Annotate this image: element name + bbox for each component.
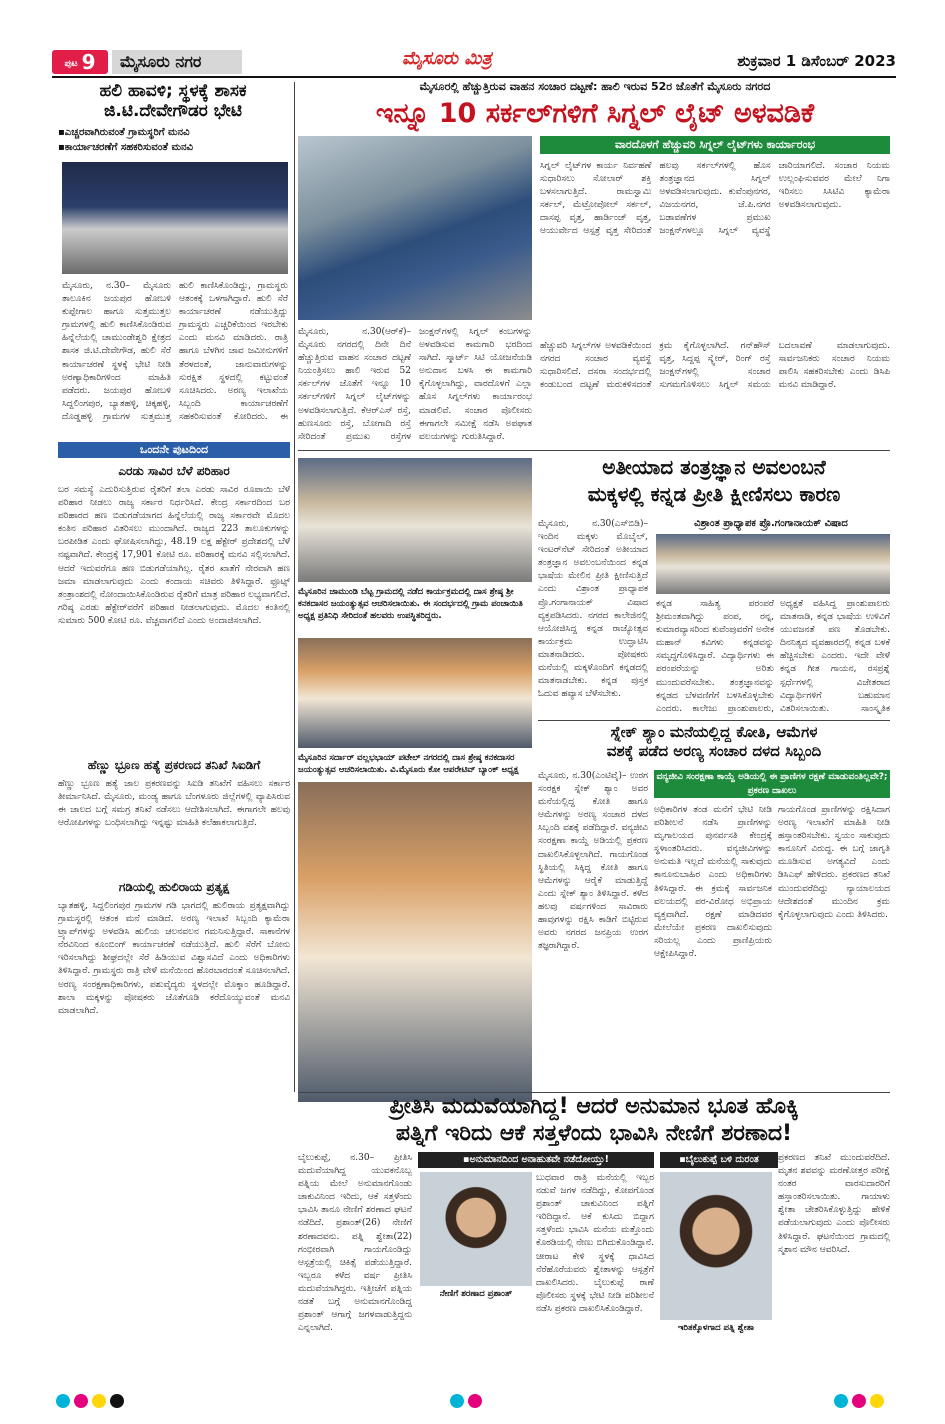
shwetha-photo	[660, 1172, 772, 1320]
registration-mark-yellow	[92, 1394, 106, 1408]
registration-mark-black	[110, 1394, 124, 1408]
prashanth-photo	[420, 1172, 532, 1286]
feticide-headline: ಹೆಣ್ಣು ಭ್ರೂಣ ಹತ್ಯೆ ಪ್ರಕರಣದ ತನಿಖೆ ಸಿಐಡಿಗೆ	[87, 758, 261, 772]
tiger-bullet-2: ▪ಕಾರ್ಯಾಚರಣೆಗೆ ಸಹಕರಿಸುವಂತೆ ಮನವಿ	[58, 142, 193, 154]
lead-body-d: ಹೆಚ್ಚುವರಿ ಸಿಗ್ನಲ್‌ಗಳ ಅಳವಡಿಕೆಯಿಂದ ನಗರದ ಸಂಚಾರ ವ್ಯವಸ್ಥೆ ಸುಧಾರಿಸಲಿದೆ. ದಸರಾ ಸಂದರ್ಭದಲ್ಲಿ ಕಂಡುಬಂದ ದಟ್ಟಣೆ ಮರುಕಳಿಸದಂತೆ ಕ್ರಮ ಕೈಗೊಳ್ಳಲಾಗಿದೆ. ಗನ್‌ಹೌಸ್ ವೃತ್ತ, ಸಿದ್ದಪ್ಪ ಸ್ಕ್ವೇರ್, ರಿಂಗ್ ರಸ್ತೆ ಜಂಕ್ಷನ್‌ಗಳಲ್ಲಿ ಸಂಚಾರ ಸುಗಮಗೊಳಿಸಲು ಸಿಗ್ನಲ್ ಸಮಯ ಬದಲಾವಣೆ ಮಾಡಲಾಗುವುದು. ಸಾರ್ವಜನಿಕರು ಸಂಚಾರ ನಿಯಮ ಪಾಲಿಸಿ ಸಹಕರಿಸಬೇಕು ಎಂದು ಡಿಸಿಪಿ ಮನವಿ ಮಾಡಿದ್ದಾರೆ.	[540, 341, 890, 391]
tech-body-c: ಅಧ್ಯಕ್ಷತೆ ವಹಿಸಿದ್ದ ಪ್ರಾಂಶುಪಾಲರು ಮಾತನಾಡಿ, ಕನ್ನಡ ಭಾಷೆಯ ಉಳಿವಿಗೆ ಯುವಜನತೆ ಪಣ ತೊಡಬೇಕು. ದಿನನಿತ್ಯದ ವ್ಯವಹಾರದಲ್ಲಿ ಕನ್ನಡ ಬಳಕೆ ಹೆಚ್ಚಿಸಬೇಕು ಎಂದರು. ಇದೇ ವೇಳೆ ಕನ್ನಡ ಗೀತ ಗಾಯನ, ರಸಪ್ರಶ್ನೆ ಸ್ಪರ್ಧೆಗಳಲ್ಲಿ ವಿಜೇತರಾದ ವಿದ್ಯಾರ್ಥಿಗಳಿಗೆ ಬಹುಮಾನ ವಿತರಿಸಲಾಯಿತು. ಸಾಂಸ್ಕೃತಿಕ	[780, 599, 890, 714]
masthead-rule	[52, 76, 896, 78]
snake-body-a: ಮೈಸೂರು, ನ.30(ಎಂಟಿವೈ)– ಉರಗ ಸಂರಕ್ಷಕ ಸ್ನೇಕ್ ಶ್ಯಾಂ ಅವರ ಮನೆಯಲ್ಲಿದ್ದ ಕೋತಿ ಹಾಗೂ ಆಮೆಗಳನ್ನು ಅರಣ್ಯ ಸಂಚಾರ ದಳದ ಸಿಬ್ಬಂದಿ ವಶಕ್ಕೆ ಪಡೆದಿದ್ದಾರೆ. ವನ್ಯಜೀವಿ ಸಂರಕ್ಷಣಾ ಕಾಯ್ದೆ ಅಡಿಯಲ್ಲಿ ಪ್ರಕರಣ ದಾಖಲಿಸಿಕೊಳ್ಳಲಾಗಿದೆ. ಗಾಯಗೊಂಡ ಸ್ಥಿತಿಯಲ್ಲಿ ಸಿಕ್ಕಿದ್ದ ಕೋತಿ ಹಾಗೂ ಆಮೆಗಳನ್ನು ಆರೈಕೆ ಮಾಡುತ್ತಿದ್ದೆ ಎಂದು ಸ್ನೇಕ್ ಶ್ಯಾಂ ತಿಳಿಸಿದ್ದಾರೆ. ಕಳೆದ ಹಲವು ವರ್ಷಗಳಿಂದ ಸಾವಿರಾರು ಹಾವುಗಳನ್ನು ರಕ್ಷಿಸಿ ಕಾಡಿಗೆ ಬಿಟ್ಟಿರುವ ಅವರು ನಗರದ ಜನಪ್ರಿಯ ಉರಗ ತಜ್ಞರಾಗಿದ್ದಾರೆ.	[538, 771, 648, 952]
registration-mark-cyan-3	[834, 1394, 848, 1408]
tech-headline-2: ಮಕ್ಕಳಲ್ಲಿ ಕನ್ನಡ ಪ್ರೀತಿ ಕ್ಷೀಣಿಸಲು ಕಾರಣ	[587, 482, 841, 506]
bottom-headline-1: ಪ್ರೀತಿಸಿ ಮದುವೆಯಾಗಿದ್ದ! ಆದರೆ ಅನುಮಾನ ಭೂತ ಹೊಕ್ಕಿ	[389, 1094, 799, 1119]
bottom-body-c: ಪ್ರಕರಣದ ತನಿಖೆ ಮುಂದುವರೆದಿದೆ. ಮೃತನ ಶವವನ್ನು ಮರಣೋತ್ತರ ಪರೀಕ್ಷೆ ನಂತರ ವಾರಸುದಾರರಿಗೆ ಹಸ್ತಾಂತರಿಸಲಾಯಿತು. ಗಾಯಾಳು ಶ್ವೇತಾ ಚೇತರಿಸಿಕೊಳ್ಳುತ್ತಿದ್ದು ಹೇಳಿಕೆ ಪಡೆಯಲಾಗುವುದು ಎಂದು ಪೊಲೀಸರು ತಿಳಿಸಿದ್ದಾರೆ. ಘಟನೆಯಿಂದ ಗ್ರಾಮದಲ್ಲಿ ಸ್ಮಶಾನ ಮೌನ ಆವರಿಸಿದೆ.	[778, 1153, 890, 1255]
tech-story-header	[538, 456, 890, 506]
event-photo-2	[298, 638, 532, 748]
feticide-body: ಹೆಣ್ಣು ಭ್ರೂಣ ಹತ್ಯೆ ಜಾಲ ಪ್ರಕರಣವನ್ನು ಸಿಐಡಿ ತನಿಖೆಗೆ ವಹಿಸಲು ಸರ್ಕಾರ ತೀರ್ಮಾನಿಸಿದೆ. ಮೈಸೂರು, ಮಂಡ್ಯ ಹಾಗೂ ಬೆಂಗಳೂರು ಜಿಲ್ಲೆಗಳಲ್ಲಿ ವ್ಯಾಪಿಸಿರುವ ಈ ಜಾಲದ ಬಗ್ಗೆ ಸಮಗ್ರ ತನಿಖೆ ನಡೆಸಲು ಆದೇಶಿಸಲಾಗಿದೆ. ಈಗಾಗಲೇ ಹಲವು ಆರೋಪಿಗಳನ್ನು ಬಂಧಿಸಲಾಗಿದ್ದು ಇನ್ನಷ್ಟು ಮಾಹಿತಿ ಕಲೆಹಾಕಲಾಗುತ್ತಿದೆ.	[58, 779, 290, 829]
lead-story-header	[300, 80, 890, 129]
tech-headline-1: ಅತೀಯಾದ ತಂತ್ರಜ್ಞಾನ ಅವಲಂಬನೆ	[602, 455, 826, 479]
registration-mark-magenta-3	[852, 1394, 866, 1408]
bottom-body-b: ಬುಧವಾರ ರಾತ್ರಿ ಮನೆಯಲ್ಲಿ ಇಬ್ಬರ ನಡುವೆ ಜಗಳ ನಡೆದಿದ್ದು, ಕೋಪಗೊಂಡ ಪ್ರಶಾಂತ್ ಚಾಕುವಿನಿಂದ ಪತ್ನಿಗೆ ಇರಿದಿದ್ದಾನೆ. ಆಕೆ ಕುಸಿದು ಬಿದ್ದಾಗ ಸತ್ತಳೆಂದು ಭಾವಿಸಿ ಮನೆಯ ಮತ್ತೊಂದು ಕೊಠಡಿಯಲ್ಲಿ ನೇಣು ಬಿಗಿದುಕೊಂಡಿದ್ದಾನೆ. ಚೀರಾಟ ಕೇಳಿ ಸ್ಥಳಕ್ಕೆ ಧಾವಿಸಿದ ನೆರೆಹೊರೆಯವರು ಶ್ವೇತಾಳನ್ನು ಆಸ್ಪತ್ರೆಗೆ ದಾಖಲಿಸಿದರು. ಬೈಲುಕುಪ್ಪೆ ಠಾಣೆ ಪೊಲೀಸರು ಸ್ಥಳಕ್ಕೆ ಭೇಟಿ ನೀಡಿ ಪರಿಶೀಲನೆ ನಡೆಸಿ ಪ್ರಕರಣ ದಾಖಲಿಸಿಕೊಂಡಿದ್ದಾರೆ.	[536, 1173, 654, 1314]
tech-body-b: ಕನ್ನಡ ಸಾಹಿತ್ಯ ಪರಂಪರೆ ಶ್ರೀಮಂತವಾಗಿದ್ದು ಪಂಪ, ರನ್ನ, ಕುಮಾರವ್ಯಾಸರಿಂದ ಕುವೆಂಪುವರೆಗೆ ಅನೇಕ ಮಹಾನ್ ಕವಿಗಳು ಕನ್ನಡವನ್ನು ಸಮೃದ್ಧಗೊಳಿಸಿದ್ದಾರೆ. ವಿದ್ಯಾರ್ಥಿಗಳು ಈ ಪರಂಪರೆಯನ್ನು ಅರಿತು ಮುಂದುವರೆಸಬೇಕು. ತಂತ್ರಜ್ಞಾನವನ್ನು ಕನ್ನಡದ ಬೆಳವಣಿಗೆಗೆ ಬಳಸಿಕೊಳ್ಳಬೇಕು ಎಂದರು. ಕಾಲೇಜು ಪ್ರಾಂಶುಪಾಲರು,	[656, 599, 774, 714]
bottom-tag-2: ▪ಬೈಲುಕುಪ್ಪೆ ಬಳಿ ದುರಂತ	[660, 1152, 778, 1168]
prashanth-caption: ನೇಣಿಗೆ ಶರಣಾದ ಪ್ರಶಾಂತ್	[439, 1289, 513, 1299]
registration-mark-cyan	[56, 1394, 70, 1408]
event-photo-3	[298, 782, 532, 1102]
tech-body-a: ಮೈಸೂರು, ನ.30(ಎಸ್‌ಬಿಡಿ)– ಇಂದಿನ ಮಕ್ಕಳು ಮೊಬೈಲ್, ಇಂಟರ್‌ನೆಟ್ ಸೇರಿದಂತೆ ಅತೀಯಾದ ತಂತ್ರಜ್ಞಾನ ಅವಲಂಬನೆಯಿಂದ ಕನ್ನಡ ಭಾಷೆಯ ಮೇಲಿನ ಪ್ರೀತಿ ಕ್ಷೀಣಿಸುತ್ತಿದೆ ಎಂದು ವಿಶ್ರಾಂತ ಪ್ರಾಧ್ಯಾಪಕ ಪ್ರೊ.ಗಂಗಾನಾಯಕ್ ವಿಷಾದ ವ್ಯಕ್ತಪಡಿಸಿದರು. ನಗರದ ಕಾಲೇಜಿನಲ್ಲಿ ಆಯೋಜಿಸಿದ್ದ ಕನ್ನಡ ರಾಜ್ಯೋತ್ಸವ ಕಾರ್ಯಕ್ರಮ ಉದ್ಘಾಟಿಸಿ ಮಾತನಾಡಿದರು. ಪೋಷಕರು ಮನೆಯಲ್ಲಿ ಮಕ್ಕಳೊಂದಿಗೆ ಕನ್ನಡದಲ್ಲಿ ಮಾತನಾಡಬೇಕು. ಕನ್ನಡ ಪುಸ್ತಕ ಓದುವ ಹವ್ಯಾಸ ಬೆಳೆಸಬೇಕು.	[538, 519, 648, 700]
page-number: 9	[81, 50, 96, 74]
column-divider-1	[294, 82, 295, 1092]
date-line: ಶುಕ್ರವಾರ 1 ಡಿಸೆಂಬರ್ 2023	[737, 52, 896, 70]
event-photo-1	[298, 458, 532, 582]
shwetha-caption: ಇರಿತಕ್ಕೊಳಗಾದ ಪತ್ನಿ ಶ್ವೇತಾ	[677, 1323, 755, 1333]
tiger-body: ಮೈಸೂರು, ನ.30– ಮೈಸೂರು ತಾಲೂಕಿನ ಜಯಪುರ ಹೋಬಳಿ ಕುಪ್ಪೇಗಾಲ ಹಾಗೂ ಸುತ್ತಮುತ್ತಲ ಗ್ರಾಮಗಳಲ್ಲಿ ಹುಲಿ ಕಾಣಿಸಿಕೊಂಡಿರುವ ಹಿನ್ನೆಲೆಯಲ್ಲಿ ಚಾಮುಂಡೇಶ್ವರಿ ಕ್ಷೇತ್ರದ ಶಾಸಕ ಜಿ.ಟಿ.ದೇವೇಗೌಡ, ಹುಲಿ ಸೆರೆ ಕಾರ್ಯಾಚರಣೆ ಸ್ಥಳಕ್ಕೆ ಭೇಟಿ ನೀಡಿ ಅರಣ್ಯಾಧಿಕಾರಿಗಳಿಂದ ಮಾಹಿತಿ ಪಡೆದರು. ಜಯಪುರ ಹೋಬಳಿ ಸಿದ್ದಲಿಂಗಪುರ, ಬ್ಯಾತಹಳ್ಳಿ, ಚಿಕ್ಕಹಳ್ಳಿ, ದೊಡ್ಡಹಳ್ಳಿ ಗ್ರಾಮಗಳ ಸುತ್ತಮುತ್ತ ಹುಲಿ ಕಾಣಿಸಿಕೊಂಡಿದ್ದು, ಗ್ರಾಮಸ್ಥರು ಆತಂಕಕ್ಕೆ ಒಳಗಾಗಿದ್ದಾರೆ. ಹುಲಿ ಸೆರೆ ಕಾರ್ಯಾಚರಣೆ ನಡೆಯುತ್ತಿದ್ದು ಗ್ರಾಮಸ್ಥರು ಎಚ್ಚರಿಕೆಯಿಂದ ಇರಬೇಕು ಎಂದು ಮನವಿ ಮಾಡಿದರು. ರಾತ್ರಿ ಹಾಗೂ ಬೆಳಗಿನ ಜಾವ ಜಮೀನುಗಳಿಗೆ ತೆರಳದಂತೆ, ಜಾನುವಾರುಗಳನ್ನು ಸುರಕ್ಷಿತ ಸ್ಥಳದಲ್ಲಿ ಕಟ್ಟುವಂತೆ ಸೂಚಿಸಿದರು. ಅರಣ್ಯ ಇಲಾಖೆಯ ಸಿಬ್ಬಂದಿ ಕಾರ್ಯಾಚರಣೆಗೆ ಸಹಕರಿಸುವಂತೆ ಕೋರಿದರು. ಈ	[62, 281, 288, 422]
bottom-story-header	[298, 1094, 890, 1147]
paper-name: ಮೈಸೂರು ಮಿತ್ರ	[402, 48, 492, 69]
lead-bottom-rule	[298, 450, 890, 451]
tiger-photo	[62, 162, 288, 274]
lead-headline: ಇನ್ನೂ 10 ಸರ್ಕಲ್‌ಗಳಿಗೆ ಸಿಗ್ನಲ್ ಲೈಟ್ ಅಳವಡಿಕೆ	[375, 98, 815, 129]
tiger-story	[58, 82, 288, 153]
signal-poles-photo	[298, 136, 532, 320]
registration-mark-yellow-3	[870, 1394, 884, 1408]
bottom-headline-2: ಪತ್ನಿಗೆ ಇರಿದು ಆಕೆ ಸತ್ತಳೆಂದು ಭಾವಿಸಿ ನೇಣಿಗೆ ಶರಣಾದ!	[395, 1121, 793, 1147]
bottom-body-a: ಬೈಲುಕುಪ್ಪೆ, ನ.30– ಪ್ರೀತಿಸಿ ಮದುವೆಯಾಗಿದ್ದ ಯುವಕನೊಬ್ಬ ಪತ್ನಿಯ ಮೇಲೆ ಅನುಮಾನಗೊಂಡು ಚಾಕುವಿನಿಂದ ಇರಿದು, ಆಕೆ ಸತ್ತಳೆಂದು ಭಾವಿಸಿ ತಾನೂ ನೇಣಿಗೆ ಶರಣಾದ ಘಟನೆ ನಡೆದಿದೆ. ಪ್ರಶಾಂತ್(26) ನೇಣಿಗೆ ಶರಣಾದವನು. ಪತ್ನಿ ಶ್ವೇತಾ(22) ಗಂಭೀರವಾಗಿ ಗಾಯಗೊಂಡಿದ್ದು ಆಸ್ಪತ್ರೆಯಲ್ಲಿ ಚಿಕಿತ್ಸೆ ಪಡೆಯುತ್ತಿದ್ದಾರೆ. ಇಬ್ಬರೂ ಕಳೆದ ವರ್ಷ ಪ್ರೀತಿಸಿ ಮದುವೆಯಾಗಿದ್ದರು. ಇತ್ತೀಚೆಗೆ ಪತ್ನಿಯ ನಡತೆ ಬಗ್ಗೆ ಅನುಮಾನಗೊಂಡಿದ್ದ ಪ್ರಶಾಂತ್ ಆಗಾಗ್ಗೆ ಜಗಳವಾಡುತ್ತಿದ್ದನು ಎನ್ನಲಾಗಿದೆ.	[298, 1153, 412, 1334]
snake-green-bar: ವನ್ಯಜೀವಿ ಸಂರಕ್ಷಣಾ ಕಾಯ್ದೆ ಅಡಿಯಲ್ಲಿ ಈ ಪ್ರಾಣಿಗಳ ರಕ್ಷಣೆ ಮಾಡುವಂತಿಲ್ಲವೇ?; ಪ್ರಕರಣ ದಾಖಲು	[654, 770, 890, 798]
bottom-story-top-rule	[298, 1092, 890, 1093]
snake-body-c: ಗಾಯಗೊಂಡ ಪ್ರಾಣಿಗಳನ್ನು ರಕ್ಷಿಸಿದಾಗ ಅರಣ್ಯ ಇಲಾಖೆಗೆ ಮಾಹಿತಿ ನೀಡಿ ಹಸ್ತಾಂತರಿಸಬೇಕು. ಸ್ವಯಂ ಸಾಕುವುದು ಕಾನೂನಿಗೆ ವಿರುದ್ಧ. ಈ ಬಗ್ಗೆ ಜಾಗೃತಿ ಮೂಡಿಸುವ ಅಗತ್ಯವಿದೆ ಎಂದು ಡಿಸಿಎಫ್ ಹೇಳಿದರು. ಪ್ರಕರಣದ ತನಿಖೆ ಮುಂದುವರೆದಿದ್ದು ನ್ಯಾಯಾಲಯದ ಆದೇಶದಂತೆ ಮುಂದಿನ ಕ್ರಮ ಕೈಗೊಳ್ಳಲಾಗುವುದು ಎಂದು ತಿಳಿಸಿದರು.	[778, 805, 890, 920]
continued-bar: ಒಂದನೇ ಪುಟದಿಂದ	[58, 442, 290, 458]
tech-bottom-rule	[538, 720, 890, 721]
section-name: ಮೈಸೂರು ನಗರ	[112, 50, 242, 74]
registration-mark-magenta-2	[468, 1394, 482, 1408]
event-caption-2: ಮೈಸೂರಿನ ಸರ್ದಾರ್ ವಲ್ಲಭಭಾಯ್ ಪಟೇಲ್ ನಗರದಲ್ಲಿ ದಾಸ ಶ್ರೇಷ್ಠ ಕನಕದಾಸರ ಜಯಂತ್ಯುತ್ಸವ ಆಚರಿಸಲಾಯಿತು. ವಿ.ಮೈಸೂರು ಕೋ ಆಪರೇಟಿವ್ ಬ್ಯಾಂಕ್ ಅಧ್ಯಕ್ಷ	[298, 753, 519, 775]
bottom-body-a2	[420, 1304, 532, 1380]
masthead	[52, 48, 896, 78]
snake-story-header	[538, 724, 890, 761]
tiger-headline: ಹಲಿ ಹಾವಳಿ; ಸ್ಥಳಕ್ಕೆ ಶಾಸಕ ಜಿ.ಟಿ.ದೇವೇಗೌಡರ ಭೇಟಿ	[99, 81, 247, 121]
bottom-tag-1: ▪ಅನುಮಾನದಿಂದ ಅನಾಹುತವೇ ನಡೆದೋಯ್ತು!	[418, 1152, 654, 1168]
tech-photo	[656, 534, 890, 594]
registration-mark-cyan-2	[450, 1394, 464, 1408]
snake-headline-2: ವಶಕ್ಕೆ ಪಡೆದ ಅರಣ್ಯ ಸಂಚಾರ ದಳದ ಸಿಬ್ಬಂದಿ	[606, 742, 822, 761]
tech-subheadline: ವಿಶ್ರಾಂತ ಪ್ರಾಧ್ಯಾಪಕ ಪ್ರೊ.ಗಂಗಾನಾಯಕ್ ವಿಷಾದ	[694, 518, 848, 529]
lead-body-c: ಸಿಗ್ನಲ್ ಲೈಟ್‌ಗಳ ಕಾರ್ಯ ನಿರ್ವಹಣೆ ಸುಧಾರಿಸಲು ಸೋಲಾರ್ ಶಕ್ತಿ ಬಳಸಲಾಗುತ್ತಿದೆ. ರಾಮಸ್ವಾಮಿ ಸರ್ಕಲ್, ಮೆಟ್ರೋಪೋಲ್ ಸರ್ಕಲ್, ದಾಸಪ್ಪ ವೃತ್ತ, ಹಾರ್ಡಿಂಜ್ ವೃತ್ತ, ಆಯುರ್ವೇದ ಆಸ್ಪತ್ರೆ ವೃತ್ತ ಸೇರಿದಂತೆ ಹಲವು ಸರ್ಕಲ್‌ಗಳಲ್ಲಿ ಹೊಸ ತಂತ್ರಜ್ಞಾನದ ಸಿಗ್ನಲ್ ಅಳವಡಿಸಲಾಗುವುದು. ಕುವೆಂಪುನಗರ, ವಿಜಯನಗರ, ಜೆ.ಪಿ.ನಗರ ಬಡಾವಣೆಗಳ ಪ್ರಮುಖ ಜಂಕ್ಷನ್‌ಗಳಲ್ಲೂ ಸಿಗ್ನಲ್ ವ್ಯವಸ್ಥೆ ಜಾರಿಯಾಗಲಿದೆ. ಸಂಚಾರ ನಿಯಮ ಉಲ್ಲಂಘಿಸುವವರ ಮೇಲೆ ನಿಗಾ ಇರಿಸಲು ಸಿಸಿಟಿವಿ ಕ್ಯಾಮೆರಾ ಅಳವಡಿಸಲಾಗುವುದು.	[540, 161, 890, 237]
lead-body-a: ಮೈಸೂರು, ನ.30(ಆರ್‌ಕೆ)– ಮೈಸೂರು ನಗರದಲ್ಲಿ ದಿನೇ ದಿನೆ ಹೆಚ್ಚುತ್ತಿರುವ ವಾಹನ ಸಂಚಾರ ದಟ್ಟಣೆ ನಿಯಂತ್ರಿಸಲು ಹಾಲಿ ಇರುವ 52 ಸರ್ಕಲ್‌ಗಳ ಜೊತೆಗೆ ಇನ್ನೂ 10 ಸರ್ಕಲ್‌ಗಳಿಗೆ ಸಿಗ್ನಲ್ ಲೈಟ್‌ಗಳನ್ನು ಅಳವಡಿಸಲಾಗುತ್ತಿದೆ. ಕೆಆರ್‌ಎಸ್ ರಸ್ತೆ, ಹುಣಸೂರು ರಸ್ತೆ, ಬೋಗಾದಿ ರಸ್ತೆ ಸೇರಿದಂತೆ ಪ್ರಮುಖ ರಸ್ತೆಗಳ ಜಂಕ್ಷನ್‌ಗಳಲ್ಲಿ ಸಿಗ್ನಲ್ ಕಂಬಗಳನ್ನು ಅಳವಡಿಸುವ ಕಾಮಗಾರಿ ಭರದಿಂದ ಸಾಗಿದೆ. ಸ್ಮಾರ್ಟ್ ಸಿಟಿ ಯೋಜನೆಯಡಿ ಅನುದಾನ ಬಳಸಿ ಈ ಕಾಮಗಾರಿ ಕೈಗೊಳ್ಳಲಾಗಿದ್ದು, ವಾರದೊಳಗೆ ಎಲ್ಲಾ ಹೊಸ ಸಿಗ್ನಲ್‌ಗಳು ಕಾರ್ಯಾರಂಭ ಮಾಡಲಿವೆ. ಸಂಚಾರ ಪೊಲೀಸರು ಈಗಾಗಲೇ ಸಮೀಕ್ಷೆ ನಡೆಸಿ ಅಪಘಾತ ವಲಯಗಳನ್ನು ಗುರುತಿಸಿದ್ದಾರೆ.	[298, 327, 532, 442]
crop-headline: ಎರಡು ಸಾವಿರ ಬೆಳೆ ಪರಿಹಾರ	[118, 464, 230, 478]
crop-body: ಬರ ಸಮಸ್ಯೆ ಎದುರಿಸುತ್ತಿರುವ ರೈತರಿಗೆ ತಲಾ ಎರಡು ಸಾವಿರ ರೂಪಾಯಿ ಬೆಳೆ ಪರಿಹಾರ ನೀಡಲು ರಾಜ್ಯ ಸರ್ಕಾರ ನಿರ್ಧರಿಸಿದೆ. ಕೇಂದ್ರ ಸರ್ಕಾರದಿಂದ ಬರ ಪರಿಹಾರದ ಹಣ ಬಿಡುಗಡೆಯಾಗದ ಹಿನ್ನೆಲೆಯಲ್ಲಿ ರಾಜ್ಯ ಸರ್ಕಾರವೇ ಮೊದಲ ಕಂತಿನ ಪರಿಹಾರ ವಿತರಿಸಲು ಮುಂದಾಗಿದೆ. ರಾಜ್ಯದ 223 ತಾಲೂಕುಗಳನ್ನು ಬರಪೀಡಿತ ಎಂದು ಘೋಷಿಸಲಾಗಿದ್ದು, 48.19 ಲಕ್ಷ ಹೆಕ್ಟೇರ್ ಪ್ರದೇಶದಲ್ಲಿ ಬೆಳೆ ನಷ್ಟವಾಗಿದೆ. ಕೇಂದ್ರಕ್ಕೆ 17,901 ಕೋಟಿ ರೂ. ಪರಿಹಾರಕ್ಕೆ ಮನವಿ ಸಲ್ಲಿಸಲಾಗಿದೆ. ಆದರೆ ಇದುವರೆಗೂ ಹಣ ಬಿಡುಗಡೆಯಾಗಿಲ್ಲ. ರೈತರ ಖಾತೆಗೆ ನೇರವಾಗಿ ಹಣ ಜಮಾ ಮಾಡಲಾಗುವುದು ಎಂದು ಕಂದಾಯ ಸಚಿವರು ತಿಳಿಸಿದ್ದಾರೆ. ಫ್ರೂಟ್ಸ್ ತಂತ್ರಾಂಶದಲ್ಲಿ ನೋಂದಾಯಿಸಿಕೊಂಡಿರುವ ರೈತರಿಗೆ ಮಾತ್ರ ಪರಿಹಾರ ಲಭ್ಯವಾಗಲಿದೆ. ಗರಿಷ್ಠ ಎರಡು ಹೆಕ್ಟೇರ್‌ವರೆಗೆ ಪರಿಹಾರ ನೀಡಲಾಗುವುದು. ಮೊದಲ ಕಂತಿನಲ್ಲಿ ಸುಮಾರು 500 ಕೋಟಿ ರೂ. ವೆಚ್ಚವಾಗಲಿದೆ ಎಂದು ಅಂದಾಜಿಸಲಾಗಿದೆ.	[58, 485, 290, 626]
border-tiger-body: ಬ್ಯಾತಹಳ್ಳಿ, ಸಿದ್ದಲಿಂಗಪುರ ಗ್ರಾಮಗಳ ಗಡಿ ಭಾಗದಲ್ಲಿ ಹುಲಿರಾಯ ಪ್ರತ್ಯಕ್ಷವಾಗಿದ್ದು ಗ್ರಾಮಸ್ಥರಲ್ಲಿ ಆತಂಕ ಮನೆ ಮಾಡಿದೆ. ಅರಣ್ಯ ಇಲಾಖೆ ಸಿಬ್ಬಂದಿ ಕ್ಯಾಮೆರಾ ಟ್ರ್ಯಾಪ್‌ಗಳನ್ನು ಅಳವಡಿಸಿ ಹುಲಿಯ ಚಲನವಲನ ಗಮನಿಸುತ್ತಿದ್ದಾರೆ. ಸಾಕಾನೆಗಳ ನೆರವಿನಿಂದ ಕೂಂಬಿಂಗ್ ಕಾರ್ಯಾಚರಣೆ ನಡೆಯುತ್ತಿದೆ. ಹುಲಿ ಸೆರೆಗೆ ಬೋನು ಇರಿಸಲಾಗಿದ್ದು ಶೀಘ್ರದಲ್ಲೇ ಸೆರೆ ಹಿಡಿಯುವ ವಿಶ್ವಾಸವಿದೆ ಎಂದು ಅಧಿಕಾರಿಗಳು ತಿಳಿಸಿದ್ದಾರೆ. ಗ್ರಾಮಸ್ಥರು ರಾತ್ರಿ ವೇಳೆ ಮನೆಯಿಂದ ಹೊರಬಾರದಂತೆ ಸೂಚಿಸಲಾಗಿದೆ. ಅರಣ್ಯ ಸಂರಕ್ಷಣಾಧಿಕಾರಿಗಳು, ಪಶುವೈದ್ಯರು ಸ್ಥಳದಲ್ಲೇ ಮೊಕ್ಕಾಂ ಹೂಡಿದ್ದಾರೆ. ಶಾಲಾ ಮಕ್ಕಳನ್ನು ಪೋಷಕರು ಜೊತೆಗೂಡಿ ಕರೆದೊಯ್ಯುವಂತೆ ಮನವಿ ಮಾಡಲಾಗಿದೆ.	[58, 901, 290, 1016]
lead-kicker: ಮೈಸೂರಲ್ಲಿ ಹೆಚ್ಚುತ್ತಿರುವ ವಾಹನ ಸಂಚಾರ ದಟ್ಟಣೆ: ಹಾಲಿ ಇರುವ 52ರ ಜೊತೆಗೆ ಮೈಸೂರು ನಗರದ	[419, 80, 771, 93]
snake-headline-1: ಸ್ನೇಕ್ ಶ್ಯಾಂ ಮನೆಯಲ್ಲಿದ್ದ ಕೋತಿ, ಆಮೆಗಳ	[610, 723, 818, 741]
registration-mark-magenta	[74, 1394, 88, 1408]
lead-green-bar: ವಾರದೊಳಗೆ ಹೆಚ್ಚುವರಿ ಸಿಗ್ನಲ್ ಲೈಟ್‌ಗಳು ಕಾರ್ಯಾರಂಭ	[540, 136, 890, 154]
snake-body-b: ಅಧಿಕಾರಿಗಳ ತಂಡ ಮನೆಗೆ ಭೇಟಿ ನೀಡಿ ಪರಿಶೀಲನೆ ನಡೆಸಿ ಪ್ರಾಣಿಗಳನ್ನು ಮೃಗಾಲಯದ ಪುನರ್ವಸತಿ ಕೇಂದ್ರಕ್ಕೆ ಸ್ಥಳಾಂತರಿಸಿದರು. ವನ್ಯಜೀವಿಗಳನ್ನು ಅನುಮತಿ ಇಲ್ಲದೆ ಮನೆಯಲ್ಲಿ ಸಾಕುವುದು ಕಾನೂನುಬಾಹಿರ ಎಂದು ಅಧಿಕಾರಿಗಳು ತಿಳಿಸಿದ್ದಾರೆ. ಈ ಕ್ರಮಕ್ಕೆ ಸಾರ್ವಜನಿಕ ವಲಯದಲ್ಲಿ ಪರ-ವಿರೋಧ ಅಭಿಪ್ರಾಯ ವ್ಯಕ್ತವಾಗಿದೆ. ರಕ್ಷಣೆ ಮಾಡಿದವರ ಮೇಲೆಯೇ ಪ್ರಕರಣ ದಾಖಲಿಸುವುದು ಸರಿಯಲ್ಲ ಎಂದು ಪ್ರಾಣಿಪ್ರಿಯರು ಆಕ್ಷೇಪಿಸಿದ್ದಾರೆ.	[654, 805, 772, 960]
border-tiger-headline: ಗಡಿಯಲ್ಲಿ ಹುಲಿರಾಯ ಪ್ರತ್ಯಕ್ಷ	[118, 880, 230, 894]
event-caption-1: ಮೈಸೂರಿನ ಜಾಮುಂಡಿ ಬೆಟ್ಟ ಗ್ರಾಮದಲ್ಲಿ ನಡೆದ ಕಾರ್ಯಕ್ರಮದಲ್ಲಿ ದಾಸ ಶ್ರೇಷ್ಠ ಶ್ರೀ ಕನಕದಾಸರ ಜಯಂತ್ಯುತ್ಸವ ಆಚರಿಸಲಾಯಿತು. ಈ ಸಂದರ್ಭದಲ್ಲಿ ಗ್ರಾಮ ಪಂಚಾಯಿತಿ ಅಧ್ಯಕ್ಷ ಪ್ರತಿನಿಧಿ ಸೇರಿದಂತೆ ಹಲವರು ಉಪಸ್ಥಿತರಿದ್ದರು.	[298, 587, 523, 621]
tiger-bullet-1: ▪ಎಚ್ಚರವಾಗಿರುವಂತೆ ಗ್ರಾಮಸ್ಥರಿಗೆ ಮನವಿ	[58, 127, 190, 139]
page-badge	[52, 50, 108, 74]
page-label: ಪುಟ	[64, 58, 78, 69]
